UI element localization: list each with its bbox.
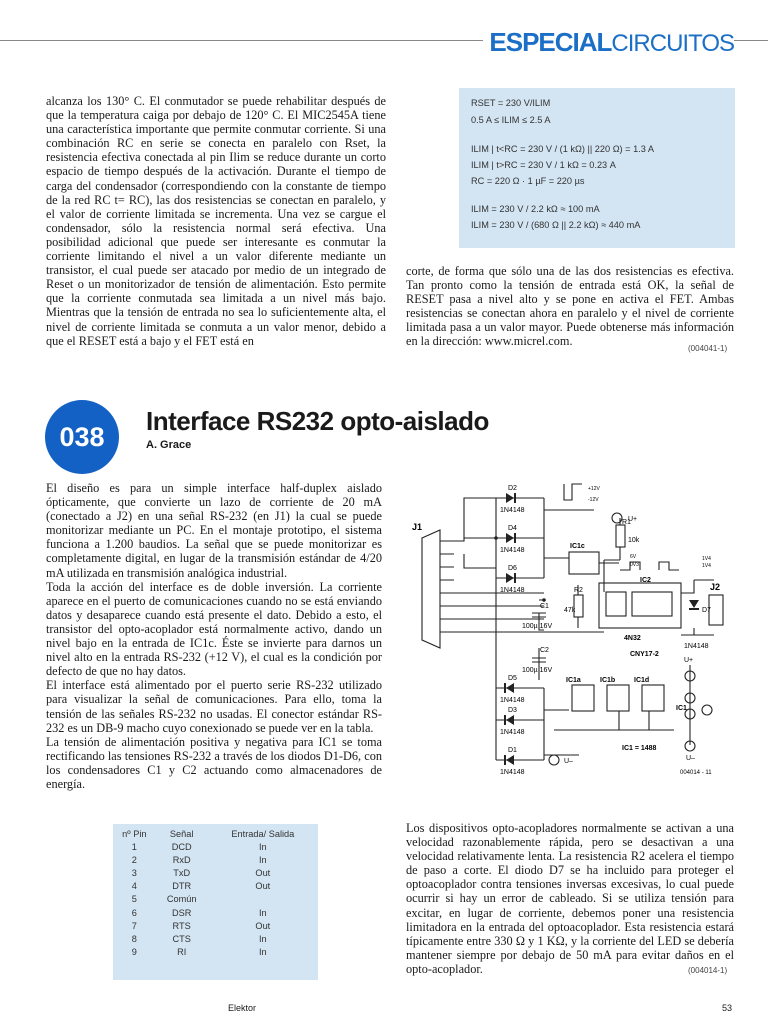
schematic-diagram xyxy=(404,480,738,780)
table-row xyxy=(113,893,318,906)
d3-type: 1N4148 xyxy=(500,729,525,736)
signal-cell: RI xyxy=(177,947,187,958)
body-left-text xyxy=(46,481,382,791)
plus12-label: +12V xyxy=(588,486,600,492)
d6-label: D6 xyxy=(508,565,517,572)
paragraph: El interface está alimentado por el puerto serie RS-232 utilizado para visualizar la señal de comunicaciones. Para ello, toma la tensión de las señales RS-232 no usadas. El conector estándar RS-232 es un DB-9 macho cuyo conexionado se puede ver en la tabla. xyxy=(46,678,382,735)
formula-line: RC = 220 Ω · 1 µF = 220 µs xyxy=(471,176,585,186)
c2-value: 100µ 16V xyxy=(522,667,553,674)
pin-cell: 9 xyxy=(131,947,137,958)
c2-label: C2 xyxy=(540,647,549,654)
top-left-text: alcanza los 130° C. El conmutador se puede rehabilitar después de que la temperatura caiga por debajo de 120° C. El MIC2545A tiene una característica importante que permite conmutar corriente. Si una combinación RC en serie se conecta en paralelo con Rset, la resistencia efectiva conectada al pin Ilim se reduce durante un corto espacio de tiempo después de la activación. Durante el tiempo de carga del condensador (correspondiendo con la constante de tiempo de la red RC t= RC), las dos resistencias se conectan en paralelo, y el valor de corriente limitada se incrementa. Una vez se cargue el condensador, sólo la resistencia normal será efectiva. Una posibilidad adicional que puede ser interesante es conmutar la corriente limitando el nivel a un valor diferente mediante un transistor, el cual puede ser atacado por medio de un integrado de Reset o un monitorizador de tensión de alimentación. Esto permite que la corriente conmutada sea limitada a un nivel más bajo. Mientras que la tensión de entrada no sea lo suficientemente alta, el nivel de corriente limitada se conmuta a un valor menor, debido a que el RESET está a bajo y el FET está en xyxy=(46,94,386,348)
d1-type: 1N4148 xyxy=(500,769,525,776)
ic1-label: IC1 xyxy=(676,705,687,712)
ic1c-label: IC1c xyxy=(570,543,585,550)
signal-header: Señal xyxy=(169,828,194,839)
formula-line: 0.5 A ≤ ILIM ≤ 2.5 A xyxy=(471,115,551,125)
ic1-type: IC1 = 1488 xyxy=(622,745,657,752)
formula-line: ILIM = 230 V / 2.2 kΩ ≈ 100 mA xyxy=(471,204,600,214)
formula-line: ILIM | t>RC = 230 V / 1 kΩ = 0.23 A xyxy=(471,160,616,170)
io-header: Entrada/ Salida xyxy=(231,828,295,839)
io-cell: Out xyxy=(255,867,271,878)
table-row xyxy=(113,880,318,893)
table-row xyxy=(113,906,318,919)
signal-cell: DTR xyxy=(172,881,192,892)
r1-label: R1 xyxy=(622,519,631,526)
paragraph: Toda la acción del interface es de doble inversión. La corriente aparece en el puerto de comunicaciones cuando no se está enviando datos y desaparece cuando está presente el dato. Debido a esto, el transistor del opto-acoplador está normalmente activo, dando un nivel bajo en la entrada de IC1c. Éste se invierte para darnos un nivel alto en la entrada RS-232 (+12 V), el cual es la condición por defecto de que no hay datos. xyxy=(46,579,382,679)
body-right-text: Los dispositivos opto-acopladores normalmente se activan a una velocidad razonablemente rápida, pero se desactivan a una velocidad relativamente lenta. La resistencia R2 acelera el tiempo de paso a corte. El diodo D7 se ha incluido para proteger el optoacoplador contra tensiones inversas excesivas, lo cual puede ocurrir si hay un error de cableado. Si se utiliza tensión para excitar, en lugar de corriente, debemos poner una resistencia limitadora en la entrada del optoacoplador. Esta resistencia estará típicamente entre 330 Ω y 1 KΩ, y la corriente del LED se debería mantener siempre por debajo de 50 mA para evitar daños en el opto-acoplador. xyxy=(406,821,734,976)
pin-cell: 4 xyxy=(131,881,137,892)
pin-cell: 2 xyxy=(131,854,137,865)
d7-type: 1N4148 xyxy=(684,643,709,650)
u-minus-bottom: U– xyxy=(564,758,573,765)
reference-code: (004041-1) xyxy=(688,344,728,353)
section-header: ESPECIALCIRCUITOS xyxy=(483,26,734,60)
paragraph: El diseño es para un simple interface half-duplex aislado ópticamente, que convierte un lazo de corriente de 20 mA (conectado a J2) en una señal RS-232 (en J1) la cual se puede monitorizar mediante un PC. En el montaje prototipo, el sistema funciona a 1.200 baudios. La señal que se puede monitorizar es completamente digital, en lugar de la transmisión estándar de 4/20 mA utilizada en transmisión analógica industrial. xyxy=(46,481,382,580)
article-title: Interface RS232 opto-aislado xyxy=(146,406,489,436)
pin-cell: 8 xyxy=(131,933,137,944)
d7-label: D7 xyxy=(702,607,711,614)
pin-table xyxy=(113,824,318,980)
pin-cell: 3 xyxy=(131,867,137,878)
u-plus-top: U+ xyxy=(628,516,638,523)
table-row xyxy=(113,919,318,932)
d5-type: 1N4148 xyxy=(500,697,525,704)
signal-cell: Común xyxy=(166,894,197,905)
signal-cell: DSR xyxy=(171,907,192,918)
ic1d-label: IC1d xyxy=(634,677,650,684)
d1-label: D1 xyxy=(508,747,517,754)
c1-value: 100µ 16V xyxy=(522,623,553,630)
pin-cell: 5 xyxy=(131,894,137,905)
d2-type: 1N4148 xyxy=(500,507,525,514)
page-number: 53 xyxy=(722,1003,733,1013)
article-number-badge: 038 xyxy=(45,400,119,474)
io-cell: In xyxy=(259,907,267,918)
paragraph: La tensión de alimentación positiva y negativa para IC1 se toma rectificando las tensiones RS-232 a través de los diodos D1-D6, con los condensadores C1 y C2 actuando como almacenadores de energía. xyxy=(46,734,382,791)
v6-label: 6V xyxy=(630,554,637,560)
j2-label: J2 xyxy=(710,582,721,592)
d5-label: D5 xyxy=(508,675,517,682)
formula-box xyxy=(459,88,735,248)
c1-label: C1 xyxy=(540,603,549,610)
formula-line: ILIM = 230 V / (680 Ω || 2.2 kΩ) ≈ 440 mA xyxy=(471,220,641,230)
io-cell: In xyxy=(259,854,267,865)
signal-cell: RTS xyxy=(172,920,191,931)
d4-label: D4 xyxy=(508,525,517,532)
table-row xyxy=(113,946,318,959)
schematic-code: 004014 - 11 xyxy=(680,770,712,776)
d4-type: 1N4148 xyxy=(500,547,525,554)
signal-cell: TxD xyxy=(173,867,191,878)
io-cell: In xyxy=(259,947,267,958)
formula-line: RSET = 230 V/ILIM xyxy=(471,98,551,108)
reference-code: (004014-1) xyxy=(688,966,728,975)
pin-cell: 1 xyxy=(131,841,137,852)
minus12-label: -12V xyxy=(588,497,599,503)
ic2-label: IC2 xyxy=(640,577,651,584)
opto-alt-label: CNY17-2 xyxy=(630,651,659,658)
v2-label: 1V4 xyxy=(702,563,711,569)
article-author: A. Grace xyxy=(146,439,192,451)
pin-cell: 6 xyxy=(131,907,137,918)
v0-label: 0V3 xyxy=(630,562,639,568)
ic1b-label: IC1b xyxy=(600,677,616,684)
ic1a-label: IC1a xyxy=(566,677,581,684)
io-cell xyxy=(208,893,318,906)
table-row xyxy=(113,932,318,945)
signal-cell: CTS xyxy=(172,933,191,944)
footer-magazine: Elektor xyxy=(228,1003,257,1013)
io-cell: In xyxy=(259,933,267,944)
u-plus-right: U+ xyxy=(684,657,694,664)
opto-label: 4N32 xyxy=(624,635,641,642)
top-right-text: corte, de forma que sólo una de las dos resistencias es efectiva. Tan pronto como la tensión de entrada está OK, la señal de RESET pasa a nivel alto y se pone en activa el FET. Ambas resistencias se conectan ahora en paralelo y el nivel de corriente limitada pasa a un valor mayor. Puede obtenerse más información en la dirección: www.micrel.com. xyxy=(406,264,734,349)
r2-label: R2 xyxy=(574,587,583,594)
io-cell: Out xyxy=(255,881,271,892)
io-cell: Out xyxy=(255,920,271,931)
signal-cell: RxD xyxy=(172,854,191,865)
table-row xyxy=(113,840,318,853)
r2-value: 47k xyxy=(564,607,576,614)
u-minus-right: U– xyxy=(686,755,695,762)
d2-label: D2 xyxy=(508,485,517,492)
d3-label: D3 xyxy=(508,707,517,714)
io-cell: In xyxy=(259,841,267,852)
table-row xyxy=(113,853,318,866)
signal-cell: DCD xyxy=(171,841,192,852)
table-row xyxy=(113,866,318,879)
v1-label: 1V4 xyxy=(702,556,711,562)
pin-cell: 7 xyxy=(131,920,137,931)
r1-value: 10k xyxy=(628,537,640,544)
d6-type: 1N4148 xyxy=(500,587,525,594)
pin-header: nº Pin xyxy=(122,828,147,839)
formula-line: ILIM | t<RC = 230 V / (1 kΩ) || 220 Ω) = 1.3 A xyxy=(471,144,655,154)
j1-label: J1 xyxy=(412,522,423,532)
